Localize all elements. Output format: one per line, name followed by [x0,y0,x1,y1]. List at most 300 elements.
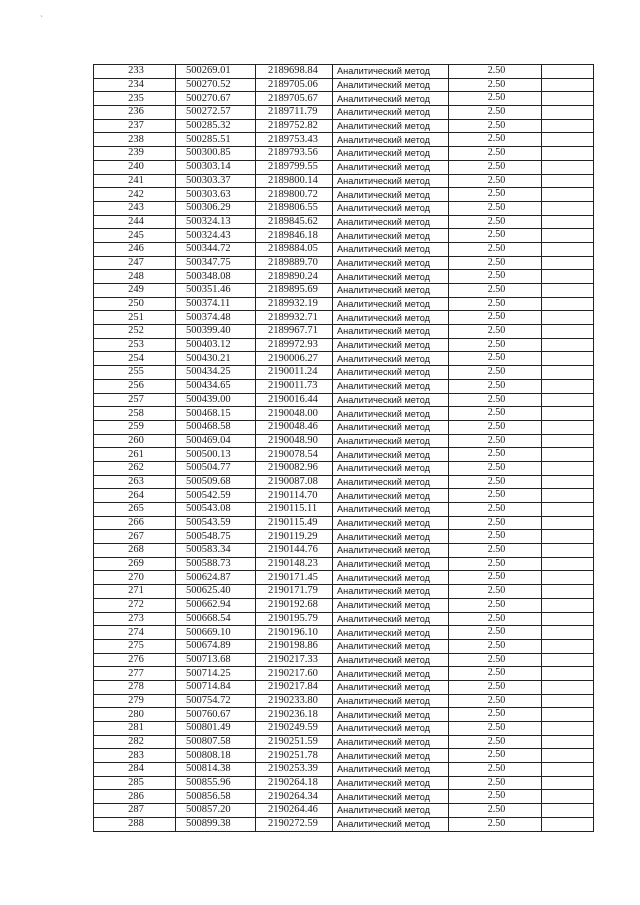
error-cell: 2.50 [449,65,542,79]
error-cell: 2.50 [449,201,542,215]
error-cell: 2.50 [449,626,542,640]
coordinates-table-container [93,64,593,832]
method-cell: Аналитический метод [333,92,449,106]
table-row [94,763,594,777]
x-coordinate-cell: 500306.29 [176,201,256,215]
error-cell: 2.50 [449,722,542,736]
point-number-cell: 272 [94,598,176,612]
y-coordinate-cell: 2189705.67 [256,92,333,106]
method-cell: Аналитический метод [333,722,449,736]
error-cell: 2.50 [449,174,542,188]
method-cell: Аналитический метод [333,708,449,722]
point-number-cell: 265 [94,503,176,517]
x-coordinate-cell: 500269.01 [176,65,256,79]
error-cell: 2.50 [449,680,542,694]
note-cell [542,147,594,161]
error-cell: 2.50 [449,776,542,790]
x-coordinate-cell: 500439.00 [176,393,256,407]
point-number-cell: 275 [94,639,176,653]
note-cell [542,201,594,215]
note-cell [542,735,594,749]
x-coordinate-cell: 500468.15 [176,407,256,421]
table-row [94,229,594,243]
error-cell: 2.50 [449,270,542,284]
method-cell: Аналитический метод [333,174,449,188]
y-coordinate-cell: 2189806.55 [256,201,333,215]
table-row [94,366,594,380]
table-row [94,407,594,421]
x-coordinate-cell: 500669.10 [176,626,256,640]
method-cell: Аналитический метод [333,106,449,120]
x-coordinate-cell: 500807.58 [176,735,256,749]
x-coordinate-cell: 500714.25 [176,667,256,681]
x-coordinate-cell: 500543.08 [176,503,256,517]
method-cell: Аналитический метод [333,311,449,325]
y-coordinate-cell: 2189967.71 [256,325,333,339]
method-cell: Аналитический метод [333,680,449,694]
table-row [94,92,594,106]
y-coordinate-cell: 2190119.29 [256,530,333,544]
y-coordinate-cell: 2189753.43 [256,133,333,147]
table-row [94,804,594,818]
y-coordinate-cell: 2190087.08 [256,475,333,489]
note-cell [542,325,594,339]
error-cell: 2.50 [449,475,542,489]
error-cell: 2.50 [449,530,542,544]
x-coordinate-cell: 500344.72 [176,242,256,256]
point-number-cell: 243 [94,201,176,215]
y-coordinate-cell: 2189752.82 [256,119,333,133]
note-cell [542,626,594,640]
method-cell: Аналитический метод [333,65,449,79]
table-row [94,119,594,133]
y-coordinate-cell: 2190196.10 [256,626,333,640]
y-coordinate-cell: 2190171.45 [256,571,333,585]
point-number-cell: 266 [94,516,176,530]
x-coordinate-cell: 500583.34 [176,544,256,558]
x-coordinate-cell: 500674.89 [176,639,256,653]
x-coordinate-cell: 500270.67 [176,92,256,106]
note-cell [542,667,594,681]
note-cell [542,639,594,653]
x-coordinate-cell: 500899.38 [176,817,256,831]
point-number-cell: 260 [94,434,176,448]
y-coordinate-cell: 2189932.19 [256,297,333,311]
note-cell [542,475,594,489]
note-cell [542,790,594,804]
table-row [94,338,594,352]
table-row [94,78,594,92]
error-cell: 2.50 [449,229,542,243]
note-cell [542,763,594,777]
method-cell: Аналитический метод [333,735,449,749]
table-row [94,393,594,407]
y-coordinate-cell: 2189972.93 [256,338,333,352]
y-coordinate-cell: 2190078.54 [256,448,333,462]
method-cell: Аналитический метод [333,284,449,298]
point-number-cell: 247 [94,256,176,270]
error-cell: 2.50 [449,92,542,106]
note-cell [542,338,594,352]
y-coordinate-cell: 2190144.76 [256,544,333,558]
y-coordinate-cell: 2190272.59 [256,817,333,831]
y-coordinate-cell: 2190251.59 [256,735,333,749]
point-number-cell: 263 [94,475,176,489]
note-cell [542,461,594,475]
point-number-cell: 245 [94,229,176,243]
note-cell [542,503,594,517]
method-cell: Аналитический метод [333,325,449,339]
note-cell [542,448,594,462]
point-number-cell: 282 [94,735,176,749]
table-row [94,708,594,722]
table-row [94,188,594,202]
point-number-cell: 258 [94,407,176,421]
note-cell [542,311,594,325]
method-cell: Аналитический метод [333,215,449,229]
x-coordinate-cell: 500403.12 [176,338,256,352]
point-number-cell: 283 [94,749,176,763]
note-cell [542,352,594,366]
note-cell [542,174,594,188]
y-coordinate-cell: 2190233.80 [256,694,333,708]
error-cell: 2.50 [449,790,542,804]
error-cell: 2.50 [449,804,542,818]
note-cell [542,694,594,708]
x-coordinate-cell: 500713.68 [176,653,256,667]
method-cell: Аналитический метод [333,448,449,462]
note-cell [542,804,594,818]
y-coordinate-cell: 2189705.06 [256,78,333,92]
x-coordinate-cell: 500808.18 [176,749,256,763]
x-coordinate-cell: 500399.40 [176,325,256,339]
x-coordinate-cell: 500509.68 [176,475,256,489]
method-cell: Аналитический метод [333,557,449,571]
error-cell: 2.50 [449,160,542,174]
y-coordinate-cell: 2190236.18 [256,708,333,722]
y-coordinate-cell: 2190264.46 [256,804,333,818]
note-cell [542,489,594,503]
note-cell [542,379,594,393]
y-coordinate-cell: 2190048.90 [256,434,333,448]
note-cell [542,653,594,667]
point-number-cell: 279 [94,694,176,708]
point-number-cell: 253 [94,338,176,352]
error-cell: 2.50 [449,461,542,475]
point-number-cell: 244 [94,215,176,229]
table-row [94,530,594,544]
method-cell: Аналитический метод [333,393,449,407]
table-row [94,133,594,147]
point-number-cell: 256 [94,379,176,393]
method-cell: Аналитический метод [333,242,449,256]
x-coordinate-cell: 500500.13 [176,448,256,462]
note-cell [542,78,594,92]
x-coordinate-cell: 500857.20 [176,804,256,818]
x-coordinate-cell: 500588.73 [176,557,256,571]
point-number-cell: 268 [94,544,176,558]
table-row [94,790,594,804]
table-row [94,653,594,667]
note-cell [542,65,594,79]
error-cell: 2.50 [449,393,542,407]
y-coordinate-cell: 2189895.69 [256,284,333,298]
method-cell: Аналитический метод [333,749,449,763]
method-cell: Аналитический метод [333,160,449,174]
method-cell: Аналитический метод [333,297,449,311]
table-row [94,434,594,448]
table-row [94,557,594,571]
note-cell [542,530,594,544]
table-row [94,461,594,475]
x-coordinate-cell: 500754.72 [176,694,256,708]
point-number-cell: 287 [94,804,176,818]
point-number-cell: 233 [94,65,176,79]
note-cell [542,571,594,585]
error-cell: 2.50 [449,749,542,763]
method-cell: Аналитический метод [333,790,449,804]
table-row [94,448,594,462]
table-row [94,65,594,79]
x-coordinate-cell: 500303.14 [176,160,256,174]
note-cell [542,92,594,106]
method-cell: Аналитический метод [333,667,449,681]
point-number-cell: 255 [94,366,176,380]
error-cell: 2.50 [449,188,542,202]
note-cell [542,722,594,736]
method-cell: Аналитический метод [333,147,449,161]
point-number-cell: 234 [94,78,176,92]
method-cell: Аналитический метод [333,119,449,133]
point-number-cell: 248 [94,270,176,284]
note-cell [542,366,594,380]
note-cell [542,585,594,599]
point-number-cell: 238 [94,133,176,147]
method-cell: Аналитический метод [333,338,449,352]
point-number-cell: 241 [94,174,176,188]
point-number-cell: 254 [94,352,176,366]
x-coordinate-cell: 500856.58 [176,790,256,804]
point-number-cell: 278 [94,680,176,694]
error-cell: 2.50 [449,585,542,599]
y-coordinate-cell: 2190048.46 [256,420,333,434]
error-cell: 2.50 [449,338,542,352]
error-cell: 2.50 [449,448,542,462]
x-coordinate-cell: 500430.21 [176,352,256,366]
method-cell: Аналитический метод [333,352,449,366]
table-row [94,571,594,585]
method-cell: Аналитический метод [333,585,449,599]
x-coordinate-cell: 500668.54 [176,612,256,626]
error-cell: 2.50 [449,708,542,722]
error-cell: 2.50 [449,503,542,517]
error-cell: 2.50 [449,407,542,421]
table-row [94,489,594,503]
error-cell: 2.50 [449,763,542,777]
note-cell [542,297,594,311]
x-coordinate-cell: 500624.87 [176,571,256,585]
x-coordinate-cell: 500625.40 [176,585,256,599]
y-coordinate-cell: 2189845.62 [256,215,333,229]
note-cell [542,557,594,571]
point-number-cell: 240 [94,160,176,174]
table-row [94,735,594,749]
y-coordinate-cell: 2190217.84 [256,680,333,694]
point-number-cell: 273 [94,612,176,626]
x-coordinate-cell: 500714.84 [176,680,256,694]
point-number-cell: 261 [94,448,176,462]
y-coordinate-cell: 2190115.49 [256,516,333,530]
y-coordinate-cell: 2190016.44 [256,393,333,407]
note-cell [542,817,594,831]
error-cell: 2.50 [449,694,542,708]
method-cell: Аналитический метод [333,612,449,626]
y-coordinate-cell: 2190195.79 [256,612,333,626]
table-row [94,242,594,256]
table-row [94,201,594,215]
note-cell [542,612,594,626]
table-row [94,284,594,298]
x-coordinate-cell: 500300.85 [176,147,256,161]
y-coordinate-cell: 2190082.96 [256,461,333,475]
y-coordinate-cell: 2189800.72 [256,188,333,202]
note-cell [542,516,594,530]
error-cell: 2.50 [449,147,542,161]
table-row [94,585,594,599]
point-number-cell: 264 [94,489,176,503]
note-cell [542,119,594,133]
point-number-cell: 251 [94,311,176,325]
point-number-cell: 242 [94,188,176,202]
point-number-cell: 235 [94,92,176,106]
y-coordinate-cell: 2190253.39 [256,763,333,777]
method-cell: Аналитический метод [333,804,449,818]
note-cell [542,106,594,120]
table-row [94,776,594,790]
table-row [94,311,594,325]
method-cell: Аналитический метод [333,544,449,558]
point-number-cell: 237 [94,119,176,133]
note-cell [542,434,594,448]
point-number-cell: 284 [94,763,176,777]
x-coordinate-cell: 500855.96 [176,776,256,790]
x-coordinate-cell: 500348.08 [176,270,256,284]
table-row [94,420,594,434]
y-coordinate-cell: 2190115.11 [256,503,333,517]
method-cell: Аналитический метод [333,366,449,380]
y-coordinate-cell: 2190264.34 [256,790,333,804]
coordinates-table-body [94,65,594,832]
x-coordinate-cell: 500374.48 [176,311,256,325]
x-coordinate-cell: 500543.59 [176,516,256,530]
y-coordinate-cell: 2190006.27 [256,352,333,366]
y-coordinate-cell: 2190217.33 [256,653,333,667]
table-row [94,516,594,530]
x-coordinate-cell: 500285.51 [176,133,256,147]
table-row [94,667,594,681]
x-coordinate-cell: 500801.49 [176,722,256,736]
error-cell: 2.50 [449,434,542,448]
point-number-cell: 257 [94,393,176,407]
point-number-cell: 249 [94,284,176,298]
point-number-cell: 285 [94,776,176,790]
table-row [94,256,594,270]
method-cell: Аналитический метод [333,461,449,475]
table-row [94,722,594,736]
table-row [94,749,594,763]
x-coordinate-cell: 500760.67 [176,708,256,722]
note-cell [542,133,594,147]
note-cell [542,242,594,256]
error-cell: 2.50 [449,817,542,831]
x-coordinate-cell: 500504.77 [176,461,256,475]
error-cell: 2.50 [449,215,542,229]
table-row [94,174,594,188]
method-cell: Аналитический метод [333,817,449,831]
error-cell: 2.50 [449,735,542,749]
error-cell: 2.50 [449,379,542,393]
error-cell: 2.50 [449,544,542,558]
note-cell [542,188,594,202]
error-cell: 2.50 [449,571,542,585]
y-coordinate-cell: 2190264.18 [256,776,333,790]
table-row [94,297,594,311]
method-cell: Аналитический метод [333,188,449,202]
point-number-cell: 267 [94,530,176,544]
method-cell: Аналитический метод [333,598,449,612]
method-cell: Аналитический метод [333,407,449,421]
method-cell: Аналитический метод [333,78,449,92]
x-coordinate-cell: 500434.65 [176,379,256,393]
method-cell: Аналитический метод [333,420,449,434]
table-row [94,379,594,393]
y-coordinate-cell: 2190048.00 [256,407,333,421]
y-coordinate-cell: 2190114.70 [256,489,333,503]
point-number-cell: 277 [94,667,176,681]
point-number-cell: 271 [94,585,176,599]
table-row [94,160,594,174]
x-coordinate-cell: 500347.75 [176,256,256,270]
error-cell: 2.50 [449,256,542,270]
x-coordinate-cell: 500324.43 [176,229,256,243]
note-cell [542,544,594,558]
method-cell: Аналитический метод [333,516,449,530]
x-coordinate-cell: 500434.25 [176,366,256,380]
note-cell [542,749,594,763]
y-coordinate-cell: 2190249.59 [256,722,333,736]
error-cell: 2.50 [449,284,542,298]
x-coordinate-cell: 500548.75 [176,530,256,544]
note-cell [542,598,594,612]
error-cell: 2.50 [449,639,542,653]
method-cell: Аналитический метод [333,379,449,393]
table-row [94,325,594,339]
coordinates-table [93,64,594,832]
note-cell [542,407,594,421]
y-coordinate-cell: 2189698.84 [256,65,333,79]
method-cell: Аналитический метод [333,201,449,215]
y-coordinate-cell: 2190192.68 [256,598,333,612]
y-coordinate-cell: 2190148.23 [256,557,333,571]
method-cell: Аналитический метод [333,694,449,708]
y-coordinate-cell: 2190011.24 [256,366,333,380]
table-row [94,612,594,626]
error-cell: 2.50 [449,516,542,530]
error-cell: 2.50 [449,557,542,571]
method-cell: Аналитический метод [333,776,449,790]
table-row [94,215,594,229]
note-cell [542,776,594,790]
